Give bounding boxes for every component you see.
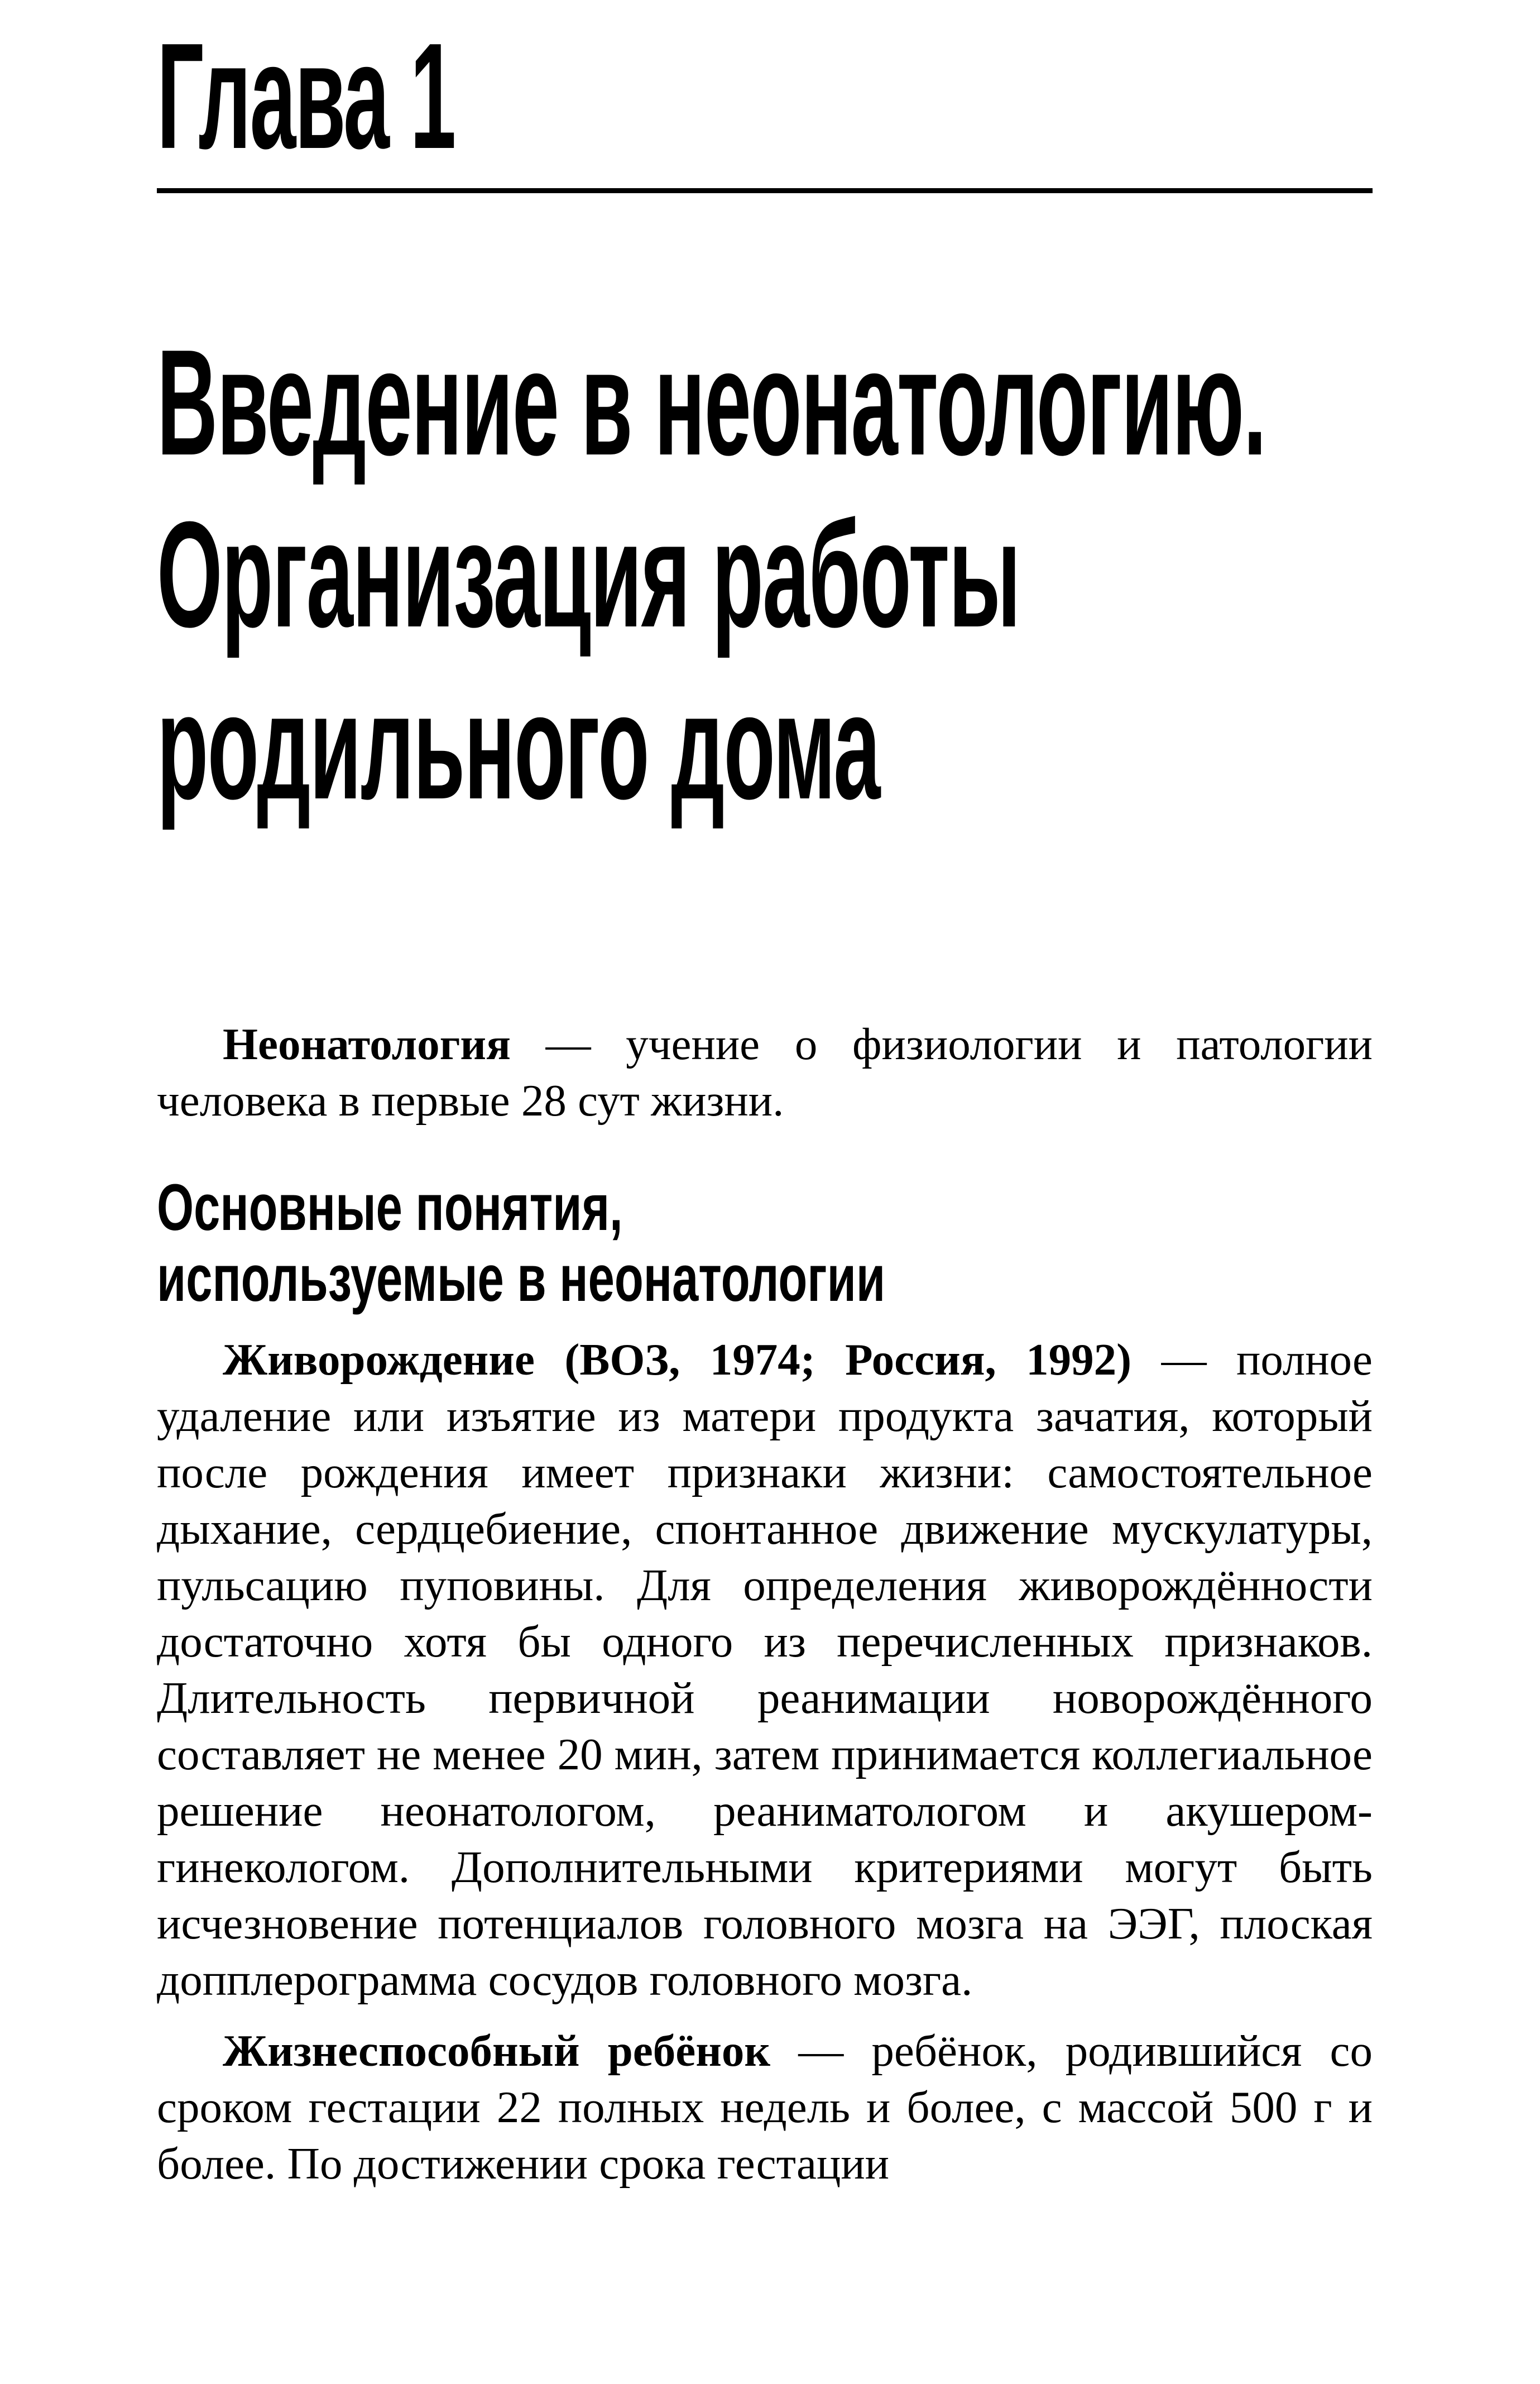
chapter-title-line: Организация работы <box>157 491 1020 659</box>
chapter-title-line: родильного дома <box>157 663 880 831</box>
definition-live-birth <box>157 1332 1373 2008</box>
chapter-title-line: Введение в неонатологию. <box>157 319 1266 487</box>
intro-term: Неонатология <box>223 1019 511 1069</box>
definition-viable-child <box>157 2023 1373 2192</box>
chapter-label: Глава 1 <box>157 12 455 180</box>
section-heading-line: используемые в неонатологии <box>157 1242 886 1315</box>
section-heading <box>157 1172 885 1314</box>
definition-term: Жизнеспособный ребёнок <box>223 2026 771 2076</box>
chapter-title <box>157 317 1266 833</box>
definition-text: — полное удаление или изъятие из матери продукта зачатия, который после рождения имеет признаки жизни: самостоятельное дыхание, сердцебиение, спонтанное движение мускулатуры, пульсацию пуповины. Для определения живорождённости достаточно хотя бы одного из перечисленных признаков. Длительность первичной реанимации новорождённого составляет не менее 20 мин, затем принимается коллегиальное решение неонатологом, реаниматологом и акушером-гинекологом. Дополнительными критериями могут быть исчезновение потенциалов головного мозга на ЭЭГ, плоская допплерограмма сосудов головного мозга. <box>157 1334 1373 2005</box>
intro-paragraph <box>157 1016 1373 1129</box>
definition-text: — ребёнок, родившийся со сроком гестации 22 полных недель и более, с массой 500 г и более. По достижении срока гестации <box>157 2026 1373 2189</box>
definition-term: Живорождение (ВОЗ, 1974; Россия, 1992) <box>223 1334 1132 1385</box>
section-heading-line: Основные понятия, <box>157 1171 623 1244</box>
chapter-divider <box>157 188 1373 193</box>
intro-text: — учение о физиологии и патологии человека в первые 28 сут жизни. <box>157 1019 1373 1126</box>
